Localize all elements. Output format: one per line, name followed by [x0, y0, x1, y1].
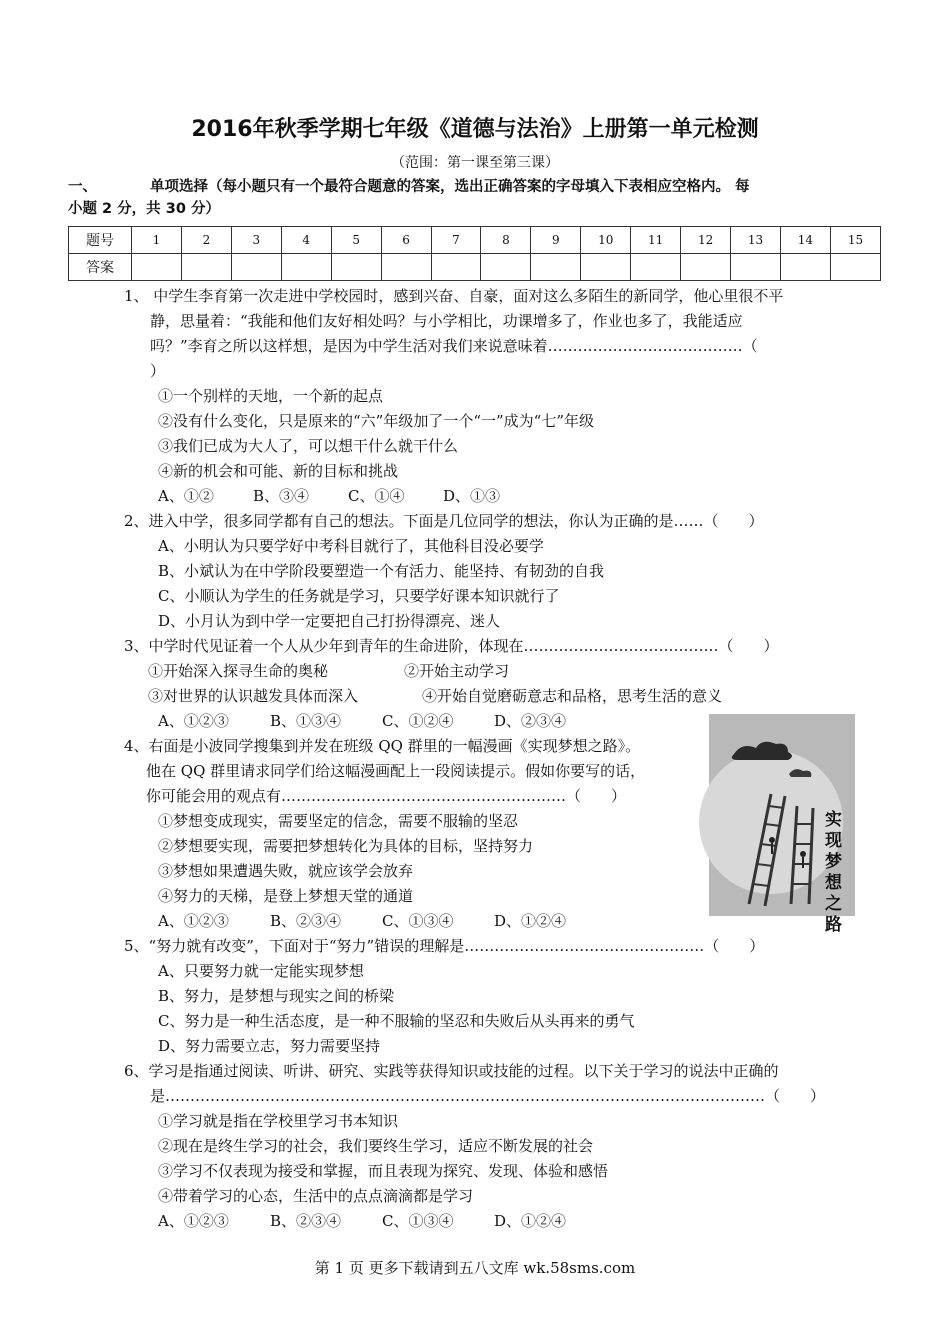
- option-d[interactable]: D、①③: [443, 487, 501, 505]
- q5-option-c[interactable]: C、努力是一种生活态度，是一种不服输的坚忍和失败后从头再来的勇气: [158, 1012, 635, 1030]
- q1-item: ②没有什么变化，只是原来的“六”年级加了一个“一”成为“七”年级: [158, 412, 595, 430]
- section-heading: [68, 176, 868, 220]
- q5-option-a[interactable]: A、只要努力就一定能实现梦想: [158, 962, 364, 980]
- section-instructions-cont: 小题 2 分，共 30 分）: [68, 201, 220, 217]
- qnum-cell: 12: [681, 227, 731, 254]
- option-a[interactable]: A、①②③: [158, 712, 229, 730]
- option-a[interactable]: A、①②: [158, 487, 214, 505]
- qnum-cell: 1: [132, 227, 182, 254]
- q6-item: ②现在是终生学习的社会，我们要终生学习，适应不断发展的社会: [158, 1137, 594, 1155]
- q6-item: ③学习不仅表现为接受和掌握，而且表现为探究、发现、体验和感悟: [158, 1162, 609, 1180]
- dream-cartoon-image: [709, 714, 855, 935]
- q1-options: [158, 486, 500, 506]
- q2-option-d[interactable]: D、小月认为到中学一定要把自己打扮得漂亮、迷人: [158, 612, 501, 630]
- option-d[interactable]: D、②③④: [494, 712, 567, 730]
- qnum-cell: 3: [231, 227, 281, 254]
- section-instructions: 单项选择（每小题只有一个最符合题意的答案，选出正确答案的字母填入下表相应空格内。 每: [150, 179, 750, 195]
- answer-cell[interactable]: [531, 254, 581, 281]
- q4-item: ②梦想要实现，需要把梦想转化为具体的目标，坚持努力: [158, 837, 534, 855]
- answer-table: [68, 226, 881, 281]
- q4-stem-line: 4、右面是小波同学搜集到并发在班级 QQ 群里的一幅漫画《实现梦想之路》。: [124, 737, 641, 755]
- q3-options: [158, 711, 566, 731]
- q1-item: ①一个别样的天地，一个新的起点: [158, 387, 384, 405]
- q2-stem: 2、进入中学，很多同学都有自己的想法。下面是几位同学的想法，你认为正确的是……（ ）: [124, 512, 764, 530]
- q4-item: ①梦想变成现实，需要坚定的信念，需要不服输的坚忍: [158, 812, 519, 830]
- q2-option-c[interactable]: C、小顺认为学生的任务就是学习，只要学好课本知识就行了: [158, 587, 560, 605]
- answer-cell[interactable]: [780, 254, 830, 281]
- q1-stem-line: 1、 中学生李育第一次走进中学校园时，感到兴奋、自豪，面对这么多陌生的新同学，他心里很不平: [124, 287, 784, 305]
- q2-option-a[interactable]: A、小明认为只要学好中考科目就行了，其他科目没必要学: [158, 537, 544, 555]
- answer-cell[interactable]: [681, 254, 731, 281]
- q1-stem-line: 静，思量着：“我能和他们友好相处吗？与小学相比，功课增多了，作业也多了，我能适应: [150, 312, 743, 330]
- q3-item: ②开始主动学习: [404, 662, 510, 680]
- answer-cell[interactable]: [731, 254, 781, 281]
- option-a[interactable]: A、①②③: [158, 912, 229, 930]
- q4-stem-line: 你可能会用的观点有…………………………………………………（ ）: [146, 787, 627, 805]
- answer-cell[interactable]: [132, 254, 182, 281]
- q4-item: ③梦想如果遭遇失败，就应该学会放弃: [158, 862, 414, 880]
- q6-stem-line: 是…………………………………………………………………………………………………………（ ）: [150, 1087, 826, 1105]
- q6-item: ④带着学习的心态，生活中的点点滴滴都是学习: [158, 1187, 474, 1205]
- option-c[interactable]: C、①③④: [382, 1212, 454, 1230]
- qnum-cell: 9: [531, 227, 581, 254]
- option-b[interactable]: B、②③④: [270, 1212, 342, 1230]
- option-d[interactable]: D、①②④: [494, 912, 567, 930]
- answer-cell[interactable]: [181, 254, 231, 281]
- qnum-cell: 14: [780, 227, 830, 254]
- page-title: 2016年秋季学期七年级《道德与法治》上册第一单元检测: [191, 117, 759, 142]
- answer-cell[interactable]: [281, 254, 331, 281]
- answer-cell[interactable]: [331, 254, 381, 281]
- row-label-answer: 答案: [69, 254, 132, 281]
- answer-table-answer-row: [69, 254, 881, 281]
- answer-cell[interactable]: [581, 254, 631, 281]
- qnum-cell: 13: [731, 227, 781, 254]
- option-c[interactable]: C、①③④: [382, 912, 454, 930]
- answer-cell[interactable]: [481, 254, 531, 281]
- option-b[interactable]: B、①③④: [270, 712, 342, 730]
- q6-stem-line: 6、学习是指通过阅读、听讲、研究、实践等获得知识或技能的过程。以下关于学习的说法中正确的: [124, 1062, 779, 1080]
- option-b[interactable]: B、②③④: [270, 912, 342, 930]
- qnum-cell: 7: [431, 227, 481, 254]
- q4-stem-line: 他在 QQ 群里请求同学们给这幅漫画配上一段阅读提示。假如你要写的话，: [146, 762, 646, 780]
- page-footer: 第 1 页 更多下载请到五八文库 wk.58sms.com: [314, 1259, 636, 1277]
- cartoon-caption: 实现梦想之路: [825, 810, 842, 935]
- answer-cell[interactable]: [631, 254, 681, 281]
- answer-cell[interactable]: [431, 254, 481, 281]
- qnum-cell: 6: [381, 227, 431, 254]
- qnum-cell: 8: [481, 227, 531, 254]
- qnum-cell: 15: [830, 227, 880, 254]
- q3-stem: 3、中学时代见证着一个人从少年到青年的生命进阶，体现在…………………………………（ ）: [124, 637, 779, 655]
- option-c[interactable]: C、①④: [348, 487, 405, 505]
- option-a[interactable]: A、①②③: [158, 1212, 229, 1230]
- q1-item: ③我们已成为大人了，可以想干什么就干什么: [158, 437, 459, 455]
- option-c[interactable]: C、①②④: [382, 712, 454, 730]
- qnum-cell: 10: [581, 227, 631, 254]
- q6-options: [158, 1211, 566, 1231]
- section-number: 一、: [68, 179, 97, 195]
- qnum-cell: 2: [181, 227, 231, 254]
- row-label-number: 题号: [69, 227, 132, 254]
- q4-options: [158, 911, 566, 931]
- answer-table-number-row: [69, 227, 881, 254]
- q6-item: ①学习就是指在学校里学习书本知识: [158, 1112, 399, 1130]
- option-b[interactable]: B、③④: [253, 487, 310, 505]
- q1-stem-line: 吗？”李育之所以这样想，是因为中学生活对我们来说意味着…………………………………（: [150, 337, 758, 355]
- answer-cell[interactable]: [231, 254, 281, 281]
- qnum-cell: 4: [281, 227, 331, 254]
- q2-option-b[interactable]: B、小斌认为在中学阶段要塑造一个有活力、能坚持、有韧劲的自我: [158, 562, 605, 580]
- q3-item: ③对世界的认识越发具体而深入: [148, 687, 359, 705]
- page-subtitle: （范围：第一课至第三课）: [391, 155, 559, 171]
- q1-item: ④新的机会和可能、新的目标和挑战: [158, 462, 399, 480]
- q5-option-d[interactable]: D、努力需要立志，努力需要坚持: [158, 1037, 381, 1055]
- q3-item: ④开始自觉磨砺意志和品格，思考生活的意义: [422, 687, 723, 705]
- answer-cell[interactable]: [830, 254, 880, 281]
- q3-item: ①开始深入探寻生命的奥秘: [148, 662, 329, 680]
- qnum-cell: 5: [331, 227, 381, 254]
- q4-item: ④努力的天梯，是登上梦想天堂的通道: [158, 887, 414, 905]
- answer-cell[interactable]: [381, 254, 431, 281]
- qnum-cell: 11: [631, 227, 681, 254]
- q5-stem: 5、“努力就有改变”，下面对于“努力”错误的理解是…………………………………………（ ）: [124, 937, 765, 955]
- option-d[interactable]: D、①②④: [494, 1212, 567, 1230]
- q1-stem-line: ）: [150, 362, 166, 380]
- q5-option-b[interactable]: B、努力，是梦想与现实之间的桥梁: [158, 987, 395, 1005]
